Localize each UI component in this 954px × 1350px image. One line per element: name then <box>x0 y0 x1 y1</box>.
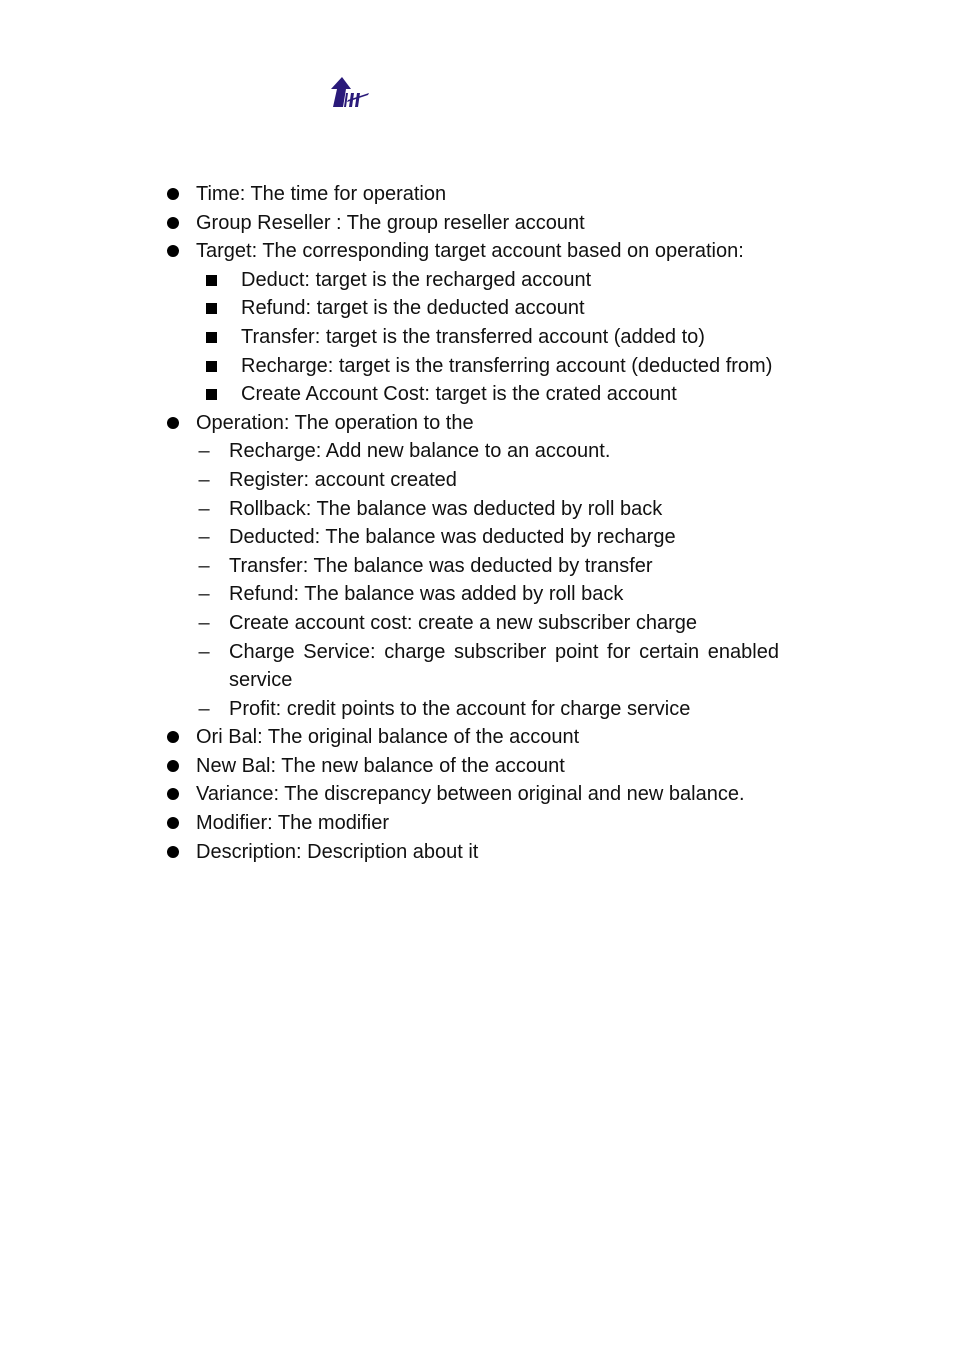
sublist-item-text: Charge Service: charge subscriber point for certain enabled service <box>229 640 779 692</box>
sublist-item-text: Recharge: Add new balance to an account. <box>229 440 611 463</box>
sublist-item-text: Transfer: The balance was deducted by transfer <box>229 554 653 577</box>
list-item <box>165 180 779 209</box>
list-item-text: Target: The corresponding target account based on operation: <box>196 240 744 263</box>
sublist-item-text: Refund: The balance was added by roll back <box>229 583 624 606</box>
list-item <box>165 752 779 781</box>
list-item <box>165 780 779 809</box>
sublist-item <box>196 380 779 409</box>
bullet-icon <box>167 417 179 429</box>
list-item-text: New Bal: The new balance of the account <box>196 754 565 777</box>
list-item-text: Variance: The discrepancy between original and new balance. <box>196 783 745 806</box>
dash-bullet-icon: – <box>198 697 210 720</box>
bullet-icon <box>167 817 179 829</box>
dash-bullet-icon: – <box>198 497 210 520</box>
sublist-item <box>196 552 779 581</box>
dash-bullet-icon: – <box>198 640 210 663</box>
field-list <box>165 180 779 266</box>
bullet-icon <box>167 760 179 772</box>
bullet-icon <box>167 731 179 743</box>
list-item <box>165 237 779 266</box>
square-bullet-icon <box>206 389 217 400</box>
dash-bullet-icon: – <box>198 554 210 577</box>
sublist-item-text: Deducted: The balance was deducted by recharge <box>229 526 676 549</box>
sublist-item <box>196 437 779 466</box>
sublist-item-text: Deduct: target is the recharged account <box>241 268 592 291</box>
company-logo-icon <box>331 77 369 109</box>
list-item-text: Group Reseller : The group reseller account <box>196 211 585 234</box>
list-item-text: Time: The time for operation <box>196 183 447 205</box>
sublist-item <box>196 695 779 724</box>
square-bullet-icon <box>206 303 217 314</box>
sublist-item-text: Profit: credit points to the account for charge service <box>229 697 691 720</box>
sublist-item <box>196 323 779 352</box>
sublist-item <box>196 523 779 552</box>
sublist-item-text: Recharge: target is the transferring account (deducted from) <box>241 354 773 377</box>
bullet-icon <box>167 788 179 800</box>
list-item <box>165 209 779 238</box>
square-bullet-icon <box>206 332 217 343</box>
sublist-item-text: Rollback: The balance was deducted by roll back <box>229 497 663 520</box>
bullet-icon <box>167 846 179 858</box>
list-item <box>165 838 779 867</box>
list-item-text: Description: Description about it <box>196 840 479 863</box>
sublist-item <box>196 495 779 524</box>
sublist-item-text: Register: account created <box>229 468 457 491</box>
bullet-icon <box>167 245 179 257</box>
dash-bullet-icon: – <box>198 440 210 463</box>
dash-bullet-icon: – <box>198 526 210 549</box>
sublist-item <box>196 609 779 638</box>
square-bullet-icon <box>206 361 217 372</box>
operation-sublist <box>165 437 779 723</box>
bullet-icon <box>167 217 179 229</box>
list-item <box>165 409 779 438</box>
list-item <box>165 809 779 838</box>
sublist-item <box>196 266 779 295</box>
sublist-item-text: Create account cost: create a new subscriber charge <box>229 611 698 634</box>
list-item <box>165 723 779 752</box>
sublist-item <box>196 580 779 609</box>
list-item-text: Modifier: The modifier <box>196 812 390 835</box>
sublist-item-text: Create Account Cost: target is the crated account <box>241 383 677 406</box>
document-body <box>165 180 779 866</box>
sublist-item-text: Refund: target is the deducted account <box>241 297 585 320</box>
field-list <box>165 409 779 438</box>
dash-bullet-icon: – <box>198 468 210 491</box>
target-sublist <box>165 266 779 409</box>
sublist-item <box>196 466 779 495</box>
sublist-item <box>196 352 779 381</box>
sublist-item <box>196 638 779 695</box>
bullet-icon <box>167 188 179 200</box>
dash-bullet-icon: – <box>198 611 210 634</box>
sublist-item-text: Transfer: target is the transferred account (added to) <box>241 325 705 348</box>
square-bullet-icon <box>206 275 217 286</box>
list-item-text: Operation: The operation to the <box>196 411 474 434</box>
dash-bullet-icon: – <box>198 583 210 606</box>
field-list <box>165 723 779 866</box>
list-item-text: Ori Bal: The original balance of the account <box>196 726 580 749</box>
sublist-item <box>196 294 779 323</box>
